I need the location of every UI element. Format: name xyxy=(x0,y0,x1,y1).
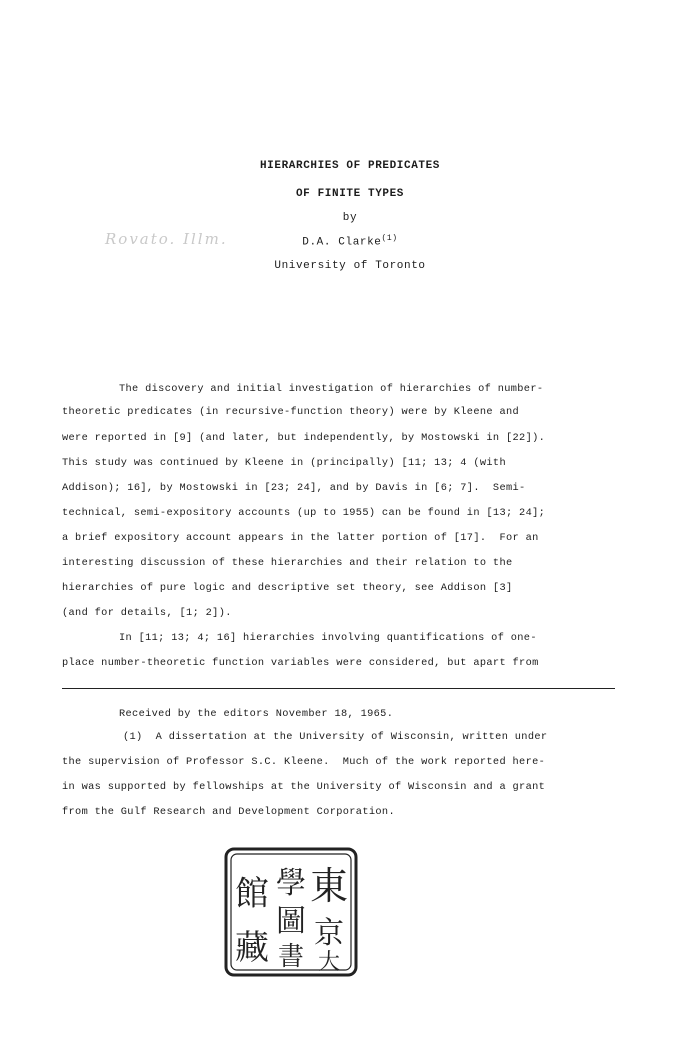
footnote-line: the supervision of Professor S.C. Kleene. Much of the work reported here- xyxy=(62,756,546,768)
body-line: place number-theoretic function variables were considered, but apart from xyxy=(62,657,539,669)
footnote-divider xyxy=(62,688,615,689)
seal-char: 書 xyxy=(277,942,305,972)
seal-char: 學 xyxy=(276,866,306,901)
body-line: interesting discussion of these hierarchies and their relation to the xyxy=(62,557,513,569)
body-line: (and for details, [1; 2]). xyxy=(62,607,232,619)
seal-char: 館 xyxy=(235,874,269,914)
body-line: Addison); 16], by Mostowski in [23; 24], and by Davis in [6; 7]. Semi- xyxy=(62,482,526,494)
byline: by xyxy=(342,212,358,224)
affiliation: University of Toronto xyxy=(274,260,426,272)
footnote-line: from the Gulf Research and Development Corporation. xyxy=(62,806,395,818)
author-footnote-marker: (1) xyxy=(381,234,398,243)
body-line: technical, semi-expository accounts (up to 1955) can be found in [13; 24]; xyxy=(62,507,546,519)
footnote-marker: (1) xyxy=(123,731,143,743)
title-line-1: HIERARCHIES OF PREDICATES xyxy=(259,160,441,172)
footnote-line xyxy=(123,731,547,744)
faint-inscription: Rovato. Illm. xyxy=(105,230,228,248)
seal-char: 大 xyxy=(317,950,341,975)
footnote-line: in was supported by fellowships at the University of Wisconsin and a grant xyxy=(62,781,546,793)
body-line: theoretic predicates (in recursive-function theory) were by Kleene and xyxy=(62,406,520,418)
title-line-2: OF FINITE TYPES xyxy=(295,188,405,200)
footnote-text: A dissertation at the University of Wisconsin, written under xyxy=(155,731,548,743)
seal-char: 圖 xyxy=(276,904,306,939)
body-line: hierarchies of pure logic and descriptive set theory, see Addison [3] xyxy=(62,582,513,594)
body-line: were reported in [9] (and later, but independently, by Mostowski in [22]). xyxy=(62,432,546,444)
received-date: Received by the editors November 18, 1965. xyxy=(119,708,394,720)
seal-char: 東 xyxy=(309,864,349,908)
body-line: a brief expository account appears in the latter portion of [17]. For an xyxy=(62,532,539,544)
body-line: In [11; 13; 4; 16] hierarchies involving quantifications of one- xyxy=(119,632,537,644)
library-seal-icon xyxy=(222,845,360,979)
body-line: The discovery and initial investigation of hierarchies of number- xyxy=(119,383,544,395)
seal-char: 藏 xyxy=(235,928,269,968)
author-name: D.A. Clarke xyxy=(302,236,382,249)
seal-char: 京 xyxy=(314,916,344,951)
body-line: This study was continued by Kleene in (principally) [11; 13; 4 (with xyxy=(62,457,506,469)
